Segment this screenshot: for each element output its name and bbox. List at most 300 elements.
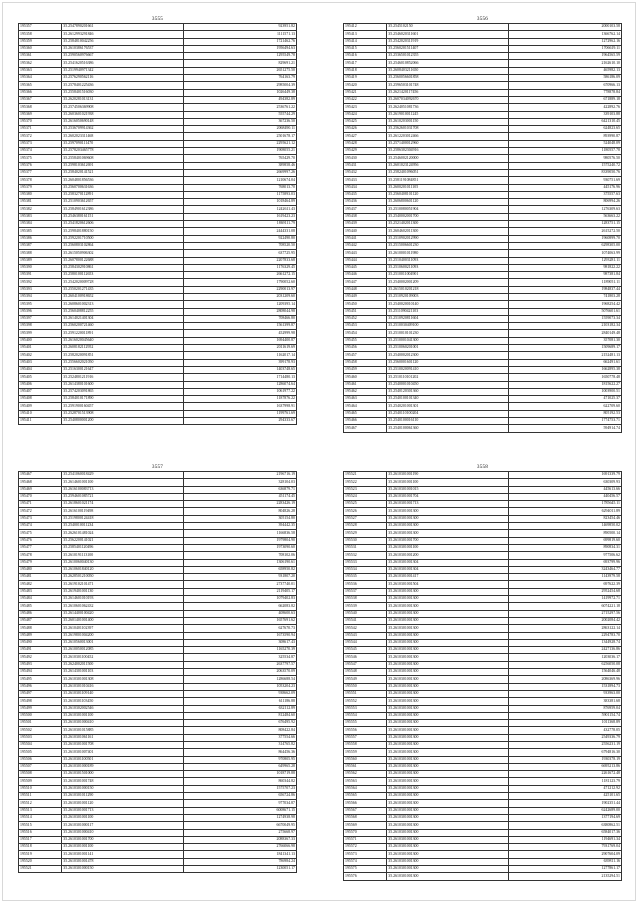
table-row bbox=[19, 60, 297, 67]
coordinate-cell: 35.2540201001301 bbox=[387, 403, 508, 410]
amount-cell: 2261672.48 bbox=[508, 771, 621, 778]
table-row bbox=[19, 96, 297, 103]
amount-cell: 1815622.27 bbox=[508, 381, 621, 388]
table-row bbox=[19, 38, 297, 45]
panel-title: 3556 bbox=[476, 16, 489, 22]
coordinate-cell: 35.2547890201661 bbox=[62, 24, 183, 31]
table-panel-3555 bbox=[18, 16, 297, 425]
amount-cell: 2737740.01 bbox=[183, 581, 296, 588]
amount-cell: 938662.09 bbox=[183, 690, 296, 697]
table-row bbox=[344, 844, 622, 851]
amount-cell: 1559073.34 bbox=[508, 315, 621, 322]
amount-cell: 1964565.59 bbox=[508, 53, 621, 60]
row-id-cell: 195508 bbox=[19, 771, 62, 778]
table-row bbox=[344, 279, 622, 286]
amount-cell: 2661272.15 bbox=[183, 272, 296, 279]
coordinate-cell: 35.2540100016110 bbox=[387, 418, 508, 425]
row-id-cell: 195500 bbox=[19, 712, 62, 719]
coordinate-cell: 35.2610301001300 bbox=[387, 763, 508, 770]
coordinate-cell: 35.2610301001300 bbox=[387, 829, 508, 836]
amount-cell: 1199761.69 bbox=[183, 410, 296, 417]
coordinate-cell: 35.2610301001748 bbox=[62, 778, 183, 785]
coordinate-cell: 35.2610301001100 bbox=[387, 544, 508, 551]
coordinate-cell: 35.2546380161151 bbox=[62, 213, 183, 220]
table-row bbox=[19, 508, 297, 515]
coordinate-cell: 35.2610301001300 bbox=[387, 647, 508, 654]
row-id-cell: 195498 bbox=[19, 698, 62, 705]
table-row bbox=[344, 75, 622, 82]
amount-cell: 1619423.23 bbox=[183, 213, 296, 220]
table-row bbox=[19, 250, 297, 257]
table-row bbox=[344, 544, 622, 551]
table-row bbox=[344, 610, 622, 617]
table-row bbox=[19, 67, 297, 74]
row-id-cell: 195574 bbox=[344, 858, 387, 865]
row-id-cell: 195490 bbox=[19, 639, 62, 646]
coordinate-cell: 35.2542020311919 bbox=[387, 38, 508, 45]
row-id-cell: 195473 bbox=[19, 515, 62, 522]
coordinate-cell: 35.2519940971342 bbox=[62, 67, 183, 74]
table-row bbox=[344, 388, 622, 395]
amount-cell: 1403748.65 bbox=[183, 366, 296, 373]
row-id-cell: 195503 bbox=[19, 734, 62, 741]
table-row bbox=[19, 763, 297, 770]
amount-cell: 1650778.48 bbox=[508, 374, 621, 381]
table-row bbox=[344, 264, 622, 271]
coordinate-cell: 35.2610301001304 bbox=[387, 566, 508, 573]
row-id-cell: 195552 bbox=[344, 698, 387, 705]
amount-cell: 2536761.22 bbox=[183, 104, 296, 111]
row-id-cell: 195481 bbox=[19, 574, 62, 581]
amount-cell: 987381.84 bbox=[508, 272, 621, 279]
coordinate-cell: 35.2614400100420 bbox=[62, 610, 183, 617]
row-id-cell: 195449 bbox=[344, 293, 387, 300]
table-row bbox=[344, 396, 622, 403]
coordinate-cell: 35.2621420117456 bbox=[387, 89, 508, 96]
row-id-cell: 195475 bbox=[19, 530, 62, 537]
amount-cell: 639811.16 bbox=[508, 858, 621, 865]
amount-cell: 2766066.98 bbox=[183, 844, 296, 851]
table-row bbox=[344, 807, 622, 814]
row-id-cell: 195559 bbox=[344, 749, 387, 756]
coordinate-cell: 35.2610301001300 bbox=[387, 873, 508, 880]
coordinate-cell: 35.2582401096051 bbox=[387, 169, 508, 176]
amount-cell: 445176.96 bbox=[508, 184, 621, 191]
row-id-cell: 195532 bbox=[344, 552, 387, 559]
row-id-cell: 195390 bbox=[19, 264, 62, 271]
row-id-cell: 195467 bbox=[344, 425, 387, 432]
coordinate-cell: 35.2603601021938 bbox=[62, 111, 183, 118]
coordinate-cell: 35.2610301001300 bbox=[387, 610, 508, 617]
table-row bbox=[344, 493, 622, 500]
coordinate-cell: 35.2610301001300 bbox=[387, 523, 508, 530]
amount-cell: 2637797.57 bbox=[183, 661, 296, 668]
coordinate-cell: 35.2610301001704 bbox=[387, 493, 508, 500]
coordinate-cell: 35.2540100061360 bbox=[387, 425, 508, 432]
panel-title: 3557 bbox=[151, 464, 164, 470]
row-id-cell: 195460 bbox=[344, 374, 387, 381]
table-row bbox=[19, 822, 297, 829]
amount-cell: 697622.39 bbox=[508, 581, 621, 588]
table-row bbox=[344, 60, 622, 67]
table-row bbox=[344, 418, 622, 425]
coordinate-cell: 35.2618601021174 bbox=[62, 501, 183, 508]
row-id-cell: 195575 bbox=[344, 866, 387, 873]
coordinate-cell: 35.2610060040130 bbox=[62, 559, 183, 566]
amount-cell: 1377194.69 bbox=[508, 814, 621, 821]
table-row bbox=[344, 38, 622, 45]
amount-cell: 1276309.63 bbox=[508, 206, 621, 213]
amount-cell: 6242689.00 bbox=[508, 807, 621, 814]
row-id-cell: 195428 bbox=[344, 140, 387, 147]
table-row bbox=[344, 126, 622, 133]
coordinate-cell: 35.2610301001100 bbox=[62, 712, 183, 719]
table-row bbox=[344, 530, 622, 537]
coordinate-cell: 35.2610301001300 bbox=[387, 596, 508, 603]
coordinate-cell: 35.2578401225436 bbox=[62, 82, 183, 89]
row-id-cell: 195371 bbox=[19, 126, 62, 133]
amount-cell: 1979804.90 bbox=[183, 537, 296, 544]
coordinate-cell: 35.2545102150 bbox=[387, 24, 508, 31]
amount-cell: 328104.03 bbox=[183, 479, 296, 486]
coordinate-cell: 35.2614021401304 bbox=[62, 315, 183, 322]
amount-cell: 2840149.48 bbox=[508, 330, 621, 337]
table-row bbox=[19, 177, 297, 184]
row-id-cell: 195479 bbox=[19, 559, 62, 566]
table-row bbox=[344, 515, 622, 522]
coordinate-cell: 35.2610301011290 bbox=[62, 793, 183, 800]
coordinate-cell: 35.2540010011234 bbox=[62, 523, 183, 530]
table-row bbox=[19, 749, 297, 756]
table-row bbox=[19, 617, 297, 624]
table-row bbox=[344, 155, 622, 162]
table-row bbox=[19, 323, 297, 330]
table-row bbox=[19, 814, 297, 821]
row-id-cell: 195547 bbox=[344, 661, 387, 668]
amount-cell: 1026449.38 bbox=[183, 89, 296, 96]
amount-cell: 2119405.17 bbox=[183, 588, 296, 595]
row-id-cell: 195546 bbox=[344, 654, 387, 661]
coordinate-cell: 35.2610301000189 bbox=[62, 763, 183, 770]
coordinate-cell: 35.2598103612691 bbox=[62, 162, 183, 169]
table-row bbox=[344, 705, 622, 712]
table-row bbox=[344, 617, 622, 624]
row-id-cell: 195430 bbox=[344, 155, 387, 162]
coordinate-cell: 35.2540002001700 bbox=[387, 213, 508, 220]
amount-cell: 422892.76 bbox=[508, 104, 621, 111]
amount-cell: 1181123.79 bbox=[508, 778, 621, 785]
table-row bbox=[344, 184, 622, 191]
row-id-cell: 195432 bbox=[344, 169, 387, 176]
row-id-cell: 195521 bbox=[344, 472, 387, 479]
coordinate-cell: 35.2560200721460 bbox=[62, 323, 183, 330]
amount-cell: 6074221.18 bbox=[508, 603, 621, 610]
table-row bbox=[19, 566, 297, 573]
table-row bbox=[344, 588, 622, 595]
table-row bbox=[344, 257, 622, 264]
coordinate-cell: 35.2624051081736 bbox=[387, 104, 508, 111]
table-row bbox=[344, 148, 622, 155]
table-row bbox=[19, 829, 297, 836]
table-row bbox=[19, 676, 297, 683]
table-row bbox=[19, 479, 297, 486]
amount-cell: 860344.82 bbox=[183, 778, 296, 785]
table-row bbox=[19, 359, 297, 366]
row-id-cell: 195387 bbox=[19, 242, 62, 249]
row-id-cell: 195462 bbox=[344, 388, 387, 395]
amount-cell: 890500.14 bbox=[508, 530, 621, 537]
amount-cell: 2068490.11 bbox=[183, 126, 296, 133]
coordinate-cell: 35.2516300121647 bbox=[62, 366, 183, 373]
row-id-cell: 195545 bbox=[344, 647, 387, 654]
row-id-cell: 195368 bbox=[19, 104, 62, 111]
table-row bbox=[19, 169, 297, 176]
row-id-cell: 195395 bbox=[19, 301, 62, 308]
table-row bbox=[344, 574, 622, 581]
coordinate-cell: 35.2585401120496 bbox=[62, 544, 183, 551]
row-id-cell: 195516 bbox=[19, 829, 62, 836]
coordinate-cell: 35.2542020009728 bbox=[62, 279, 183, 286]
coordinate-cell: 35.2601023124956 bbox=[387, 162, 508, 169]
row-id-cell: 195407 bbox=[19, 388, 62, 395]
row-id-cell: 195531 bbox=[344, 544, 387, 551]
row-id-cell: 195459 bbox=[344, 366, 387, 373]
coordinate-cell: 35.2560803102864 bbox=[62, 242, 183, 249]
table-row bbox=[344, 250, 622, 257]
amount-cell: 1714480.13 bbox=[183, 374, 296, 381]
table-row bbox=[344, 822, 622, 829]
table-row bbox=[344, 486, 622, 493]
coordinate-cell: 35.2608182112952 bbox=[62, 345, 183, 352]
amount-cell: 741803.28 bbox=[508, 293, 621, 300]
coordinate-cell: 35.2536501012355 bbox=[387, 53, 508, 60]
row-id-cell: 195365 bbox=[19, 82, 62, 89]
row-id-cell: 195525 bbox=[344, 501, 387, 508]
table-row bbox=[344, 683, 622, 690]
row-id-cell: 195502 bbox=[19, 727, 62, 734]
coordinate-cell: 35.2604100918652 bbox=[62, 293, 183, 300]
row-id-cell: 195570 bbox=[344, 829, 387, 836]
amount-cell: 1973090.60 bbox=[183, 544, 296, 551]
amount-cell: 1306190.61 bbox=[183, 559, 296, 566]
table-row bbox=[19, 851, 297, 858]
table-row bbox=[19, 89, 297, 96]
row-id-cell: 195409 bbox=[19, 403, 62, 410]
amount-cell: 933963.00 bbox=[508, 690, 621, 697]
table-row bbox=[19, 639, 297, 646]
row-id-cell: 195413 bbox=[344, 31, 387, 38]
coordinate-cell: 35.2510060201001 bbox=[387, 345, 508, 352]
amount-cell: 1869111.79 bbox=[183, 221, 296, 228]
row-id-cell: 195506 bbox=[19, 756, 62, 763]
table-row bbox=[19, 345, 297, 352]
coordinate-cell: 35.2583270112891 bbox=[62, 191, 183, 198]
table-row bbox=[344, 720, 622, 727]
table-row bbox=[19, 53, 297, 60]
table-row bbox=[19, 381, 297, 388]
row-id-cell: 195533 bbox=[344, 559, 387, 566]
amount-cell: 1366762.14 bbox=[508, 31, 621, 38]
coordinate-cell: 35.2610301001300 bbox=[387, 785, 508, 792]
row-id-cell: 195361 bbox=[19, 53, 62, 60]
row-id-cell: 195562 bbox=[344, 771, 387, 778]
coordinate-cell: 35.2610301001300 bbox=[387, 844, 508, 851]
data-table bbox=[18, 471, 297, 873]
coordinate-cell: 35.2610301001300 bbox=[387, 632, 508, 639]
amount-cell: 2615272.50 bbox=[508, 228, 621, 235]
amount-cell: 1531894.73 bbox=[508, 683, 621, 690]
amount-cell: 1561399.87 bbox=[183, 323, 296, 330]
coordinate-cell: 35.2628501210050 bbox=[62, 574, 183, 581]
amount-cell: 922490.80 bbox=[183, 235, 296, 242]
coordinate-cell: 35.2510902012990 bbox=[387, 235, 508, 242]
amount-cell: 2501678.17 bbox=[183, 133, 296, 140]
amount-cell: 357081.30 bbox=[508, 337, 621, 344]
amount-cell: 1469850.02 bbox=[508, 523, 621, 530]
row-id-cell: 195518 bbox=[19, 844, 62, 851]
coordinate-cell: 35.2610191113100 bbox=[62, 552, 183, 559]
amount-cell: 708520.50 bbox=[183, 242, 296, 249]
row-id-cell: 195386 bbox=[19, 235, 62, 242]
table-row bbox=[344, 337, 622, 344]
amount-cell: 1841341.13 bbox=[183, 851, 296, 858]
coordinate-cell: 35.2536709914362 bbox=[62, 126, 183, 133]
table-row bbox=[19, 698, 297, 705]
amount-cell: 425101.65 bbox=[508, 793, 621, 800]
coordinate-cell: 35.2562200141021 bbox=[62, 537, 183, 544]
coordinate-cell: 35.2540002001209 bbox=[387, 279, 508, 286]
coordinate-cell: 35.2584901612386 bbox=[62, 206, 183, 213]
amount-cell: 1293281.11 bbox=[508, 257, 621, 264]
row-id-cell: 195366 bbox=[19, 89, 62, 96]
amount-cell: 699819.60 bbox=[508, 537, 621, 544]
coordinate-cell: 35.2610301001300 bbox=[387, 712, 508, 719]
amount-cell: 399178.93 bbox=[183, 359, 296, 366]
data-table bbox=[18, 23, 297, 425]
table-row bbox=[344, 111, 622, 118]
amount-cell: 1274938.98 bbox=[183, 814, 296, 821]
coordinate-cell: 35.2604801856536 bbox=[62, 177, 183, 184]
amount-cell: 2196716.19 bbox=[183, 472, 296, 479]
coordinate-cell: 35.2510030409100 bbox=[387, 323, 508, 330]
coordinate-cell: 35.2540002012300 bbox=[387, 352, 508, 359]
table-row bbox=[19, 126, 297, 133]
row-id-cell: 195499 bbox=[19, 705, 62, 712]
table-row bbox=[344, 345, 622, 352]
table-row bbox=[344, 625, 622, 632]
row-id-cell: 195440 bbox=[344, 228, 387, 235]
row-id-cell: 195529 bbox=[344, 530, 387, 537]
coordinate-cell: 35.2610301001300 bbox=[387, 734, 508, 741]
amount-cell: 658950.82 bbox=[183, 566, 296, 573]
amount-cell: 445613.66 bbox=[508, 486, 621, 493]
coordinate-cell: 35.2550201271435 bbox=[62, 286, 183, 293]
row-id-cell: 195427 bbox=[344, 133, 387, 140]
coordinate-cell: 35.2610301100452 bbox=[62, 654, 183, 661]
amount-cell: 893990.87 bbox=[508, 133, 621, 140]
table-row bbox=[344, 741, 622, 748]
amount-cell: 764163.79 bbox=[183, 75, 296, 82]
table-row bbox=[19, 272, 297, 279]
amount-cell: 2651275.50 bbox=[183, 67, 296, 74]
row-id-cell: 195375 bbox=[19, 155, 62, 162]
amount-cell: 931807.20 bbox=[183, 574, 296, 581]
row-id-cell: 195523 bbox=[344, 486, 387, 493]
amount-cell: 1344928.74 bbox=[508, 639, 621, 646]
row-id-cell: 195551 bbox=[344, 690, 387, 697]
coordinate-cell: 35.2610301001300 bbox=[387, 822, 508, 829]
table-row bbox=[19, 213, 297, 220]
coordinate-cell: 35.2590560976667 bbox=[62, 53, 183, 60]
row-id-cell: 195452 bbox=[344, 315, 387, 322]
table-row bbox=[344, 206, 622, 213]
coordinate-cell: 35.2610301000410 bbox=[62, 720, 183, 727]
coordinate-cell: 35.2594601085721 bbox=[62, 493, 183, 500]
amount-cell: 1956494.63 bbox=[183, 45, 296, 52]
table-row bbox=[19, 654, 297, 661]
amount-cell: 383381.68 bbox=[508, 698, 621, 705]
row-id-cell: 195376 bbox=[19, 162, 62, 169]
table-row bbox=[344, 89, 622, 96]
amount-cell: 1286688.54 bbox=[183, 676, 296, 683]
table-row bbox=[344, 133, 622, 140]
table-row bbox=[344, 778, 622, 785]
amount-cell: 1286074.64 bbox=[183, 381, 296, 388]
row-id-cell: 195477 bbox=[19, 544, 62, 551]
coordinate-cell: 35.2560408812255 bbox=[62, 308, 183, 315]
row-id-cell: 195521 bbox=[19, 866, 62, 873]
table-row bbox=[19, 683, 297, 690]
row-id-cell: 195480 bbox=[19, 566, 62, 573]
row-id-cell: 195528 bbox=[344, 523, 387, 530]
row-id-cell: 195488 bbox=[19, 625, 62, 632]
table-row bbox=[19, 286, 297, 293]
coordinate-cell: 35.2596503101748 bbox=[387, 82, 508, 89]
table-row bbox=[344, 472, 622, 479]
coordinate-cell: 35.2602023311468 bbox=[62, 133, 183, 140]
coordinate-cell: 35.2528701513908 bbox=[62, 410, 183, 417]
row-id-cell: 195416 bbox=[344, 53, 387, 60]
amount-cell: 864456.36 bbox=[183, 749, 296, 756]
amount-cell: 2086369.96 bbox=[508, 676, 621, 683]
coordinate-cell: 35.2610301001300 bbox=[387, 749, 508, 756]
row-id-cell: 195539 bbox=[344, 603, 387, 610]
coordinate-cell: 35.2616100119498 bbox=[62, 508, 183, 515]
amount-cell: 2002084.42 bbox=[508, 617, 621, 624]
coordinate-cell: 35.2614301001103 bbox=[62, 669, 183, 676]
coordinate-cell: 35.2610301501000 bbox=[62, 771, 183, 778]
coordinate-cell: 35.2616100083713 bbox=[62, 486, 183, 493]
row-id-cell: 195513 bbox=[19, 807, 62, 814]
table-row bbox=[19, 410, 297, 417]
coordinate-cell: 35.2606800601120 bbox=[387, 199, 508, 206]
table-row bbox=[344, 381, 622, 388]
amount-cell: 1175893.03 bbox=[183, 191, 296, 198]
table-row bbox=[344, 323, 622, 330]
table-row bbox=[19, 330, 297, 337]
amount-cell: 670966.13 bbox=[508, 82, 621, 89]
amount-cell: 977506.62 bbox=[508, 552, 621, 559]
row-id-cell: 195494 bbox=[19, 669, 62, 676]
coordinate-cell: 35.2610301001300 bbox=[387, 639, 508, 646]
coordinate-cell: 35.2610301001300 bbox=[387, 814, 508, 821]
coordinate-cell: 35.2615050906302 bbox=[62, 250, 183, 257]
coordinate-cell: 35.2610301001478 bbox=[62, 858, 183, 865]
coordinate-cell: 35.2584302910861 bbox=[62, 264, 183, 271]
row-id-cell: 195548 bbox=[344, 669, 387, 676]
row-id-cell: 195514 bbox=[19, 814, 62, 821]
table-row bbox=[19, 155, 297, 162]
